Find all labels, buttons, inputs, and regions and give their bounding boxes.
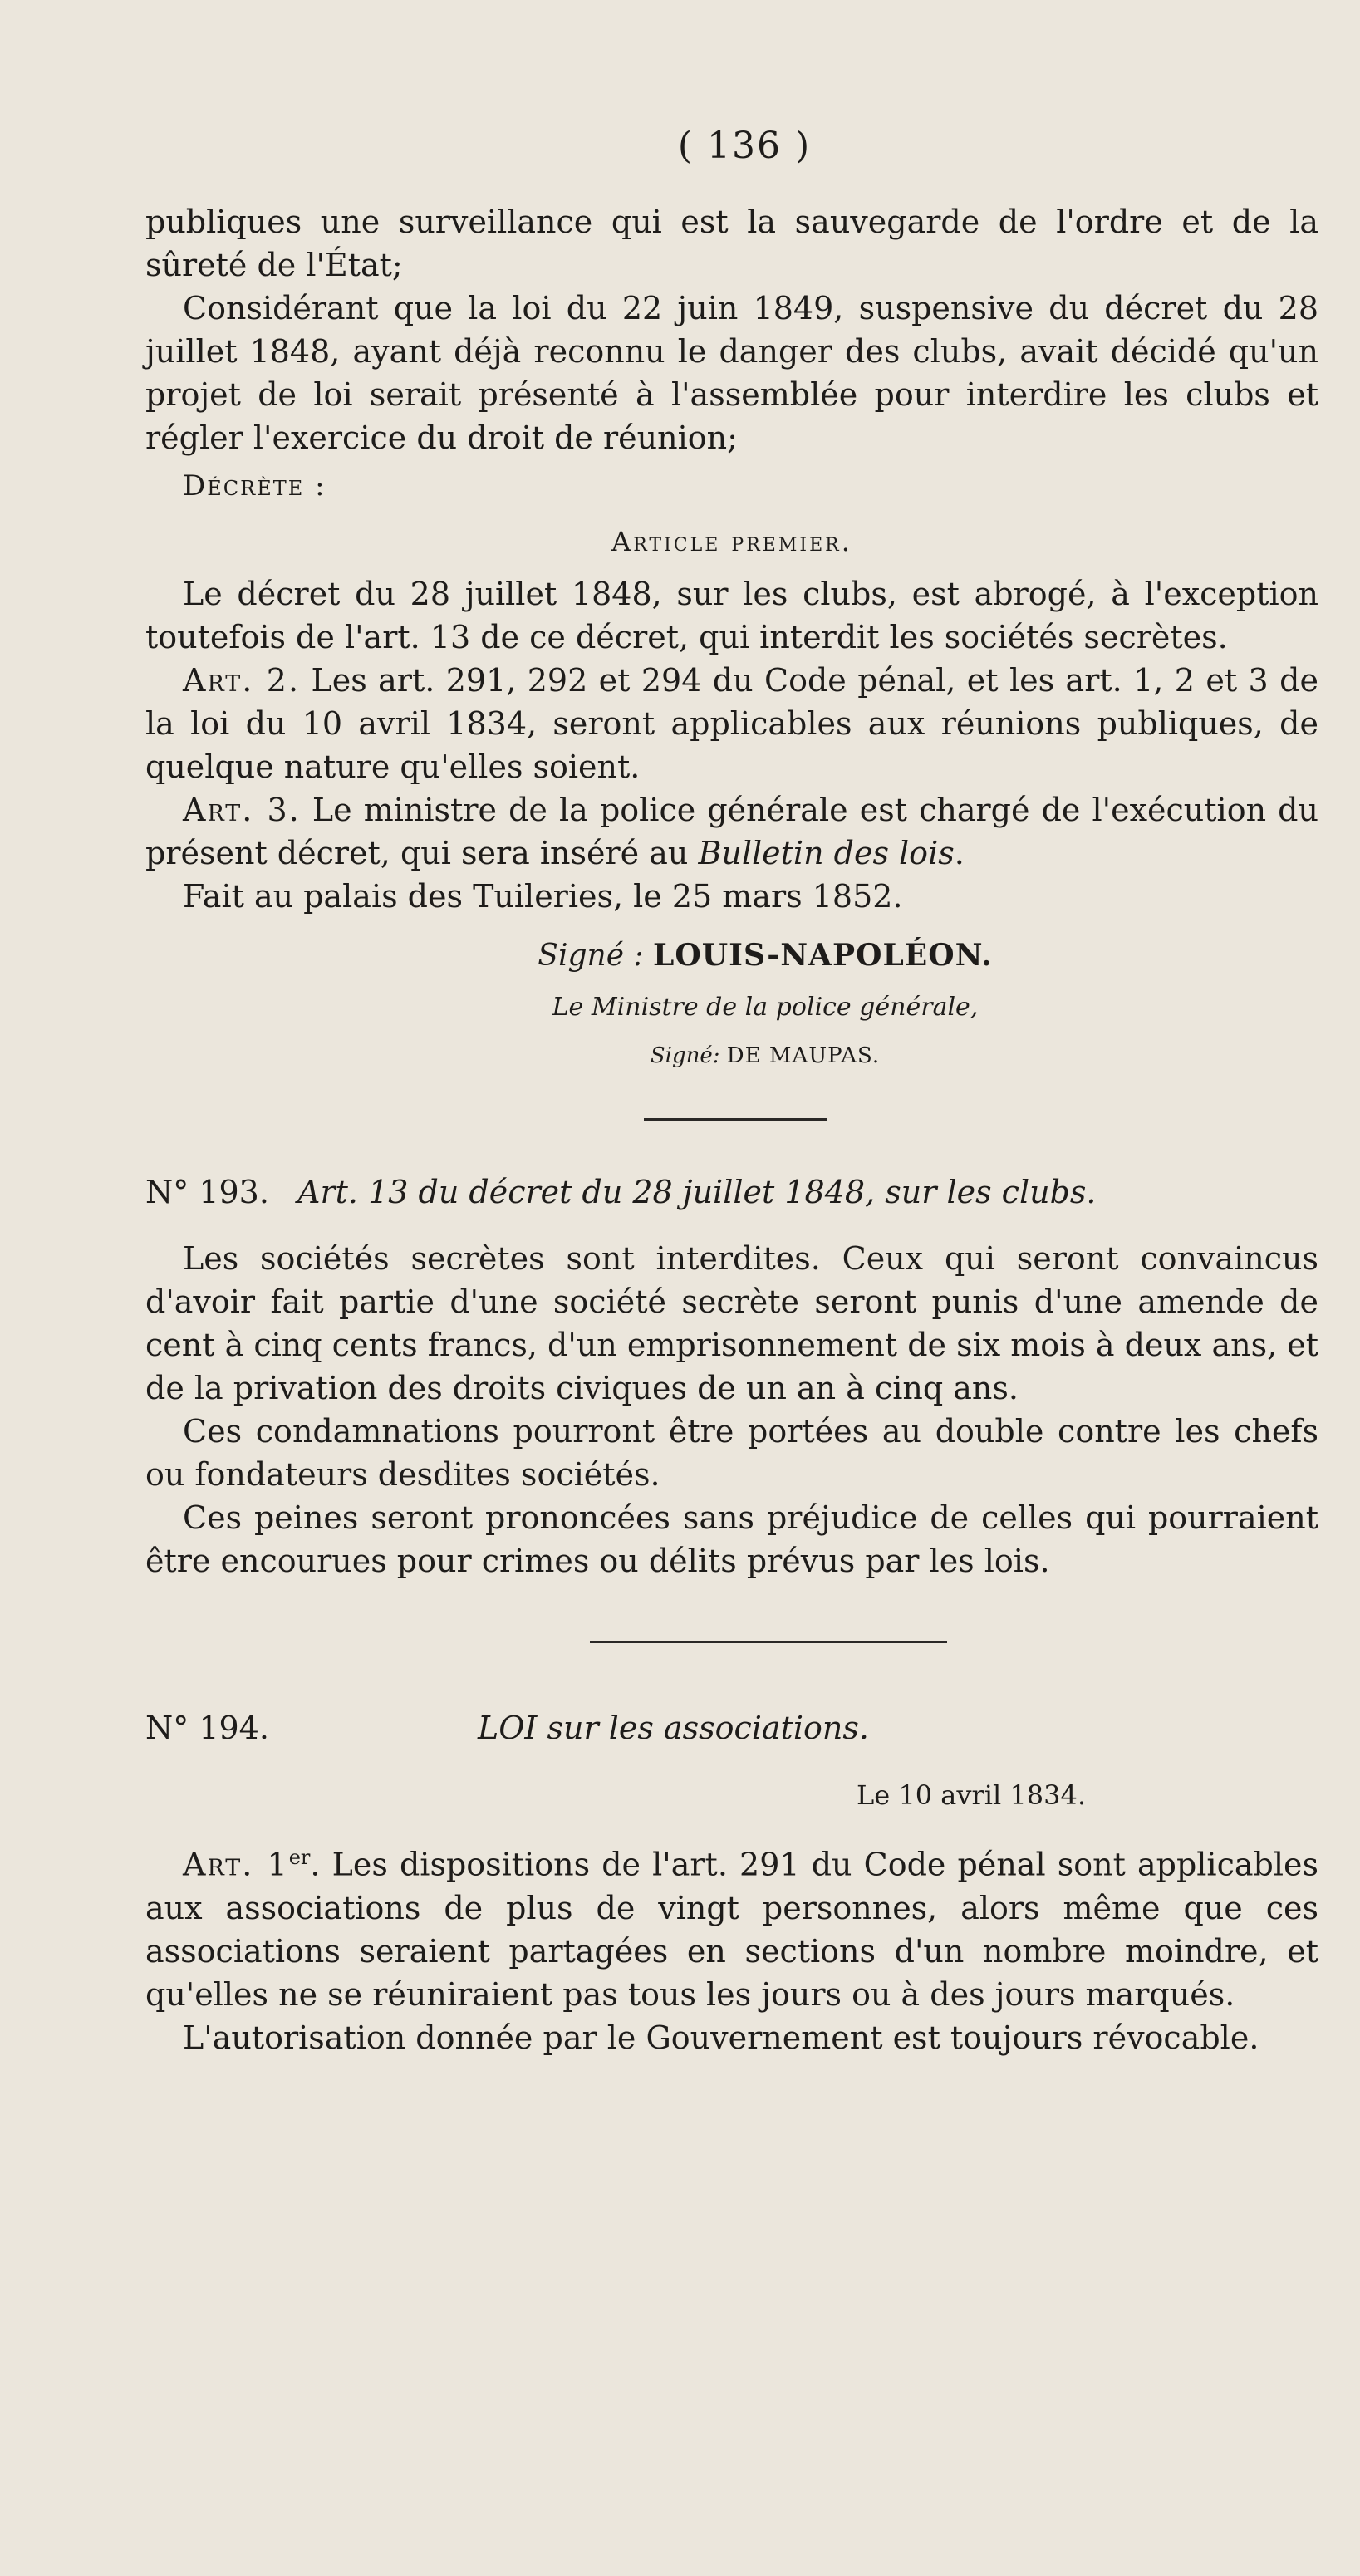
divider-rule	[644, 1118, 827, 1121]
decrete-label: Décrète :	[183, 469, 326, 503]
article-premier-text: Le décret du 28 juillet 1848, sur les clubs, est abrogé, à l'exception toutefois de l'art. 13 de ce décret, qui interdit les sociétés secrètes.	[145, 576, 1318, 655]
section-193-header	[145, 1170, 1318, 1214]
section-193-number: N° 193.	[145, 1174, 269, 1210]
section-193-title: Art. 13 du décret du 28 juillet 1848, sur les clubs.	[297, 1174, 1097, 1210]
signature-maupas	[145, 1043, 1318, 1068]
section-193-paragraph: Ces condamnations pourront être portées au double contre les chefs ou fondateurs desdites sociétés.	[145, 1413, 1318, 1493]
art1-text: Les dispositions de l'art. 291 du Code pénal sont applicables aux associations de plus de vingt personnes, alors même que ces associations seraient partagées en sections d'un nombre moindre, et qu'elles ne se réuniraient pas tous les jours ou à des jours marqués.	[145, 1846, 1318, 2013]
section-194-title: LOI sur les associations.	[478, 1710, 869, 1746]
signe2-label: Signé:	[650, 1043, 720, 1068]
signer-name: LOUIS-NAPOLÉON.	[653, 938, 993, 973]
minister-name: DE MAUPAS.	[726, 1043, 881, 1068]
section-194-article-1	[145, 1836, 1318, 2016]
section-194-last-paragraph: L'autorisation donnée par le Gouvernement est toujours révocable.	[183, 2019, 1259, 2056]
art1-punct: .	[310, 1846, 321, 1883]
art3-text: Le ministre de la police générale est chargé de l'exécution du présent décret, qui sera inséré au	[145, 792, 1318, 871]
section-194-header	[145, 1710, 1318, 1746]
fait-au-palais: Fait au palais des Tuileries, le 25 mars 1852.	[183, 878, 903, 915]
divider-rule	[590, 1641, 947, 1643]
article-3	[145, 788, 1318, 875]
section-194-date: Le 10 avril 1834.	[857, 1779, 1086, 1811]
paragraph-surveillance: publiques une surveillance qui est la sauvegarde de l'ordre et de la sûreté de l'État;	[145, 204, 1318, 283]
art2-text: Les art. 291, 292 et 294 du Code pénal, et les art. 1, 2 et 3 de la loi du 10 avril 1834, seront applicables aux réunions publiques, de quelque nature qu'elles soient.	[145, 662, 1318, 785]
art2-label: Art. 2.	[183, 662, 301, 699]
art1-label: Art. 1	[183, 1846, 289, 1883]
paragraph-considerant: Considérant que la loi du 22 juin 1849, suspensive du décret du 28 juillet 1848, ayant déjà reconnu le danger des clubs, avait décidé qu'un projet de loi serait présenté à l'assemblée pour interdire les clubs et régler l'exercice du droit de réunion;	[145, 290, 1318, 456]
art3-label: Art. 3.	[183, 792, 301, 828]
section-193-paragraph: Les sociétés secrètes sont interdites. Ceux qui seront convaincus d'avoir fait partie d'une société secrète seront punis d'une amende de cent à cinq cents francs, d'un emprisonnement de six mois à deux ans, et de la privation des droits civiques de un an à cinq ans.	[145, 1240, 1318, 1406]
signature-napoleon	[145, 938, 1318, 973]
article-2	[145, 659, 1318, 788]
art3-punct: .	[954, 835, 965, 871]
article-premier-heading: Article premier.	[611, 526, 852, 557]
section-194-number: N° 194.	[145, 1710, 269, 1746]
bulletin-des-lois: Bulletin des lois	[698, 835, 955, 871]
art1-sup: er	[288, 1846, 311, 1869]
minister-title: Le Ministre de la police générale,	[552, 993, 979, 1022]
page-number: ( 136 )	[677, 125, 812, 167]
signe-label: Signé :	[538, 939, 644, 973]
section-193-paragraph: Ces peines seront prononcées sans préjudice de celles qui pourraient être encourues pour crimes ou délits prévus par les lois.	[145, 1499, 1318, 1579]
